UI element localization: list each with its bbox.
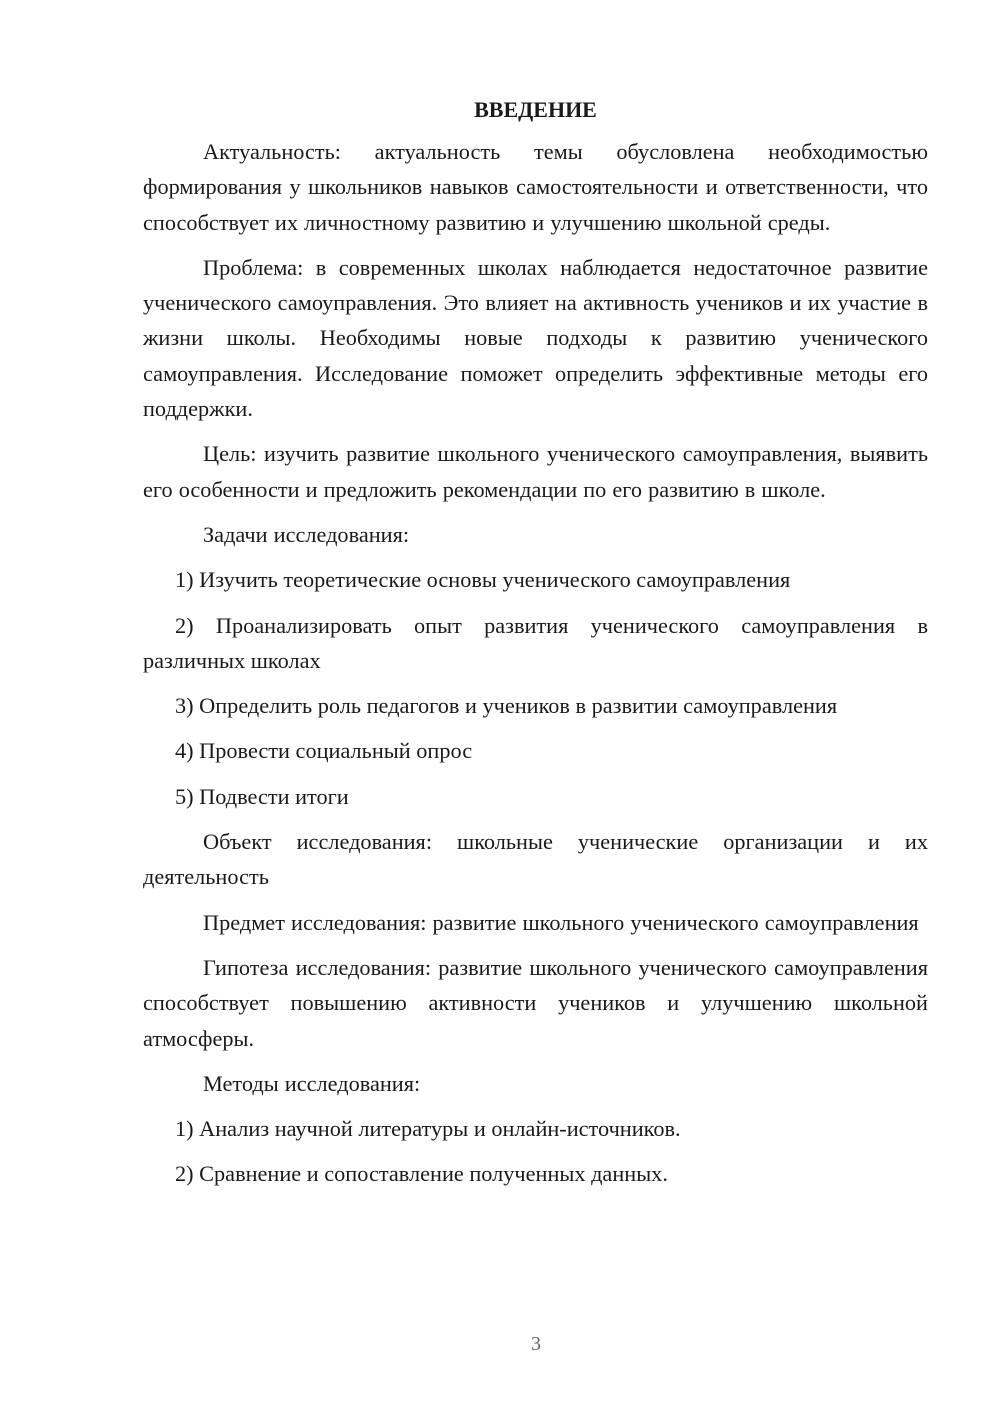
task-item-5: 5) Подвести итоги (175, 783, 349, 809)
method-item-2: 2) Сравнение и сопоставление полученных данных. (175, 1161, 668, 1187)
object-paragraph: Объект исследования: школьные ученические организации и их деятельность (143, 829, 928, 890)
document-page (143, 92, 928, 1192)
section-title: ВВЕДЕНИЕ (474, 97, 597, 122)
subject-paragraph: Предмет исследования: развитие школьного ученического самоуправления (203, 909, 919, 935)
hypothesis-paragraph: Гипотеза исследования: развитие школьного ученического самоуправления способствует повышению активности учеников и улучшению школьной атмосферы. (143, 954, 928, 1051)
task-item-2: 2) Проанализировать опыт развития ученического самоуправления в различных школах (143, 612, 928, 673)
task-item-1: 1) Изучить теоретические основы ученического самоуправления (175, 567, 791, 593)
task-item-3: 3) Определить роль педагогов и учеников в развитии самоуправления (175, 693, 838, 719)
goal-paragraph: Цель: изучить развитие школьного ученического самоуправления, выявить его особенности и предложить рекомендации по его развитию в школе. (143, 441, 928, 502)
tasks-heading: Задачи исследования: (203, 521, 410, 547)
page-number: 3 (531, 1333, 541, 1355)
methods-heading: Методы исследования: (203, 1070, 421, 1096)
task-item-4: 4) Провести социальный опрос (175, 738, 473, 764)
method-item-1: 1) Анализ научной литературы и онлайн-источников. (175, 1116, 681, 1142)
problem-paragraph: Проблема: в современных школах наблюдается недостаточное развитие ученического самоуправления. Это влияет на активность учеников и их участие в жизни школы. Необходимы новые подходы к развитию ученического самоуправления. Исследование поможет определить эффективные методы его поддержки. (143, 254, 928, 422)
relevance-paragraph: Актуальность: актуальность темы обусловлена необходимостью формирования у школьников навыков самостоятельности и ответственности, что способствует их личностному развитию и улучшению школьной среды. (143, 139, 928, 235)
